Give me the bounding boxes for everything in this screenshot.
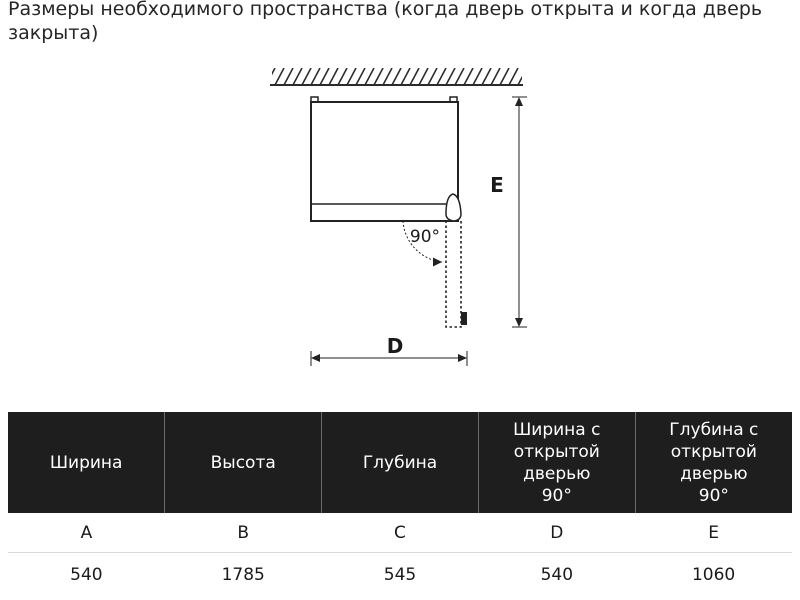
table-row-letters <box>8 513 792 553</box>
table-cell: C <box>322 513 479 553</box>
wall <box>270 68 523 85</box>
page-heading: Размеры необходимого пространства (когда дверь открыта и когда дверь закрыта) <box>8 0 763 44</box>
dimension-e-label: E <box>490 173 504 197</box>
table-row-values <box>8 553 792 598</box>
angle-label: 90° <box>409 227 441 247</box>
header-depth: Глубина <box>322 412 479 513</box>
table-cell: 540 <box>70 565 103 585</box>
table-cell: D <box>478 513 635 553</box>
table-cell: 545 <box>383 565 417 585</box>
dimension-d-label: D <box>386 334 404 358</box>
header-height: Высота <box>165 412 322 513</box>
table-cell: E <box>635 513 792 553</box>
header-width: Ширина <box>8 412 165 513</box>
table-cell: 540 <box>540 565 574 585</box>
table-cell: B <box>165 513 322 553</box>
open-door <box>446 221 467 327</box>
dimension-e-line <box>512 97 527 327</box>
table-header-row <box>8 412 792 513</box>
header-depth-open-door: Глубина с открытой дверью 90° <box>635 412 792 513</box>
table-cell: 1060 <box>691 565 736 585</box>
dimensions-table <box>8 412 792 597</box>
header-width-open-door: Ширина с открытой дверью 90° <box>478 412 635 513</box>
table-cell: A <box>8 513 165 553</box>
table-cell: 1785 <box>221 565 265 585</box>
fridge-body <box>311 102 458 221</box>
